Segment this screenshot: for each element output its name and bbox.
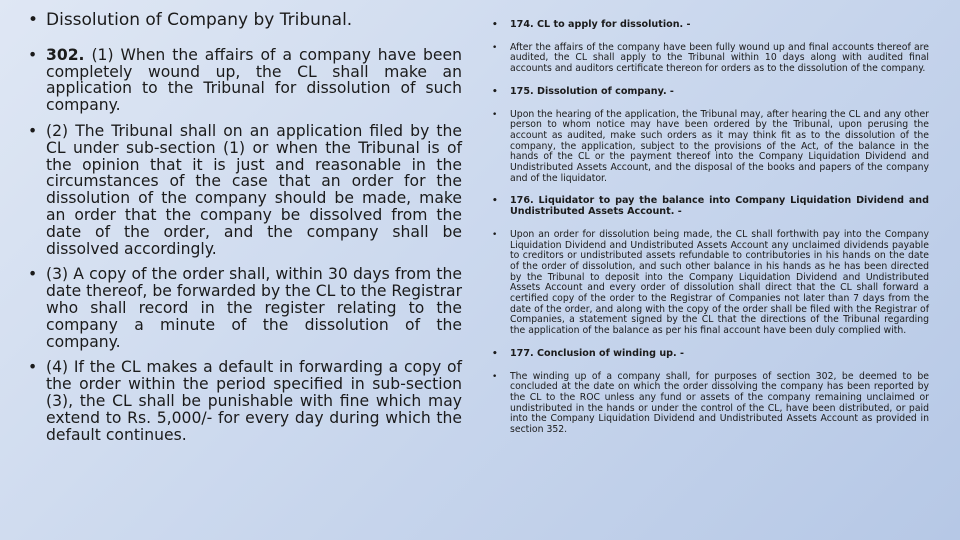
left-column [28, 12, 462, 452]
left-bullet-2: • (2) The Tribunal shall on an application filed by the CL under sub-section (1) or when the Tribunal is of the opinion that it is just and reasonable in the circumstances of the case that an order for the dissolution of the company should be made, make an order that the company be dissolved from the date of the order, and the company shall be dissolved accordingly. [28, 123, 462, 257]
rule-175-heading: • 175. Dissolution of company. - [492, 87, 929, 98]
left-bullet-4: • (4) If the CL makes a default in forwarding a copy of the order within the period specified in sub-section (3), the CL shall be punishable with fine which may extend to Rs. 5,000/- for every day during which the default continues. [28, 359, 462, 443]
rule-174-heading: • 174. CL to apply for dissolution. - [492, 20, 929, 31]
left-bullet-1-text: (1) When the affairs of a company have been completely wound up, the CL shall make an application to the Tribunal for dissolution of such company. [46, 45, 462, 115]
rule-175-body: • Upon the hearing of the application, the Tribunal may, after hearing the CL and any other person to whom notice may have been ordered by the Tribunal, upon perusing the account as audited, make such orders as it may think fit as to the dissolution of the company, the application, subject to the provisions of the Act, of the balance in the hands of the CL or the payment thereof into the Company Liquidation Dividend and Undistributed Assets Account, and the disposal of the books and papers of the company and of the liquidator. [492, 110, 929, 185]
rule-174-body: • After the affairs of the company have been fully wound up and final accounts thereof are audited, the CL shall apply to the Tribunal within 10 days along with audited final accounts and auditors certificate thereon for orders as to the dissolution of the company. [492, 43, 929, 75]
rule-176-body: • Upon an order for dissolution being made, the CL shall forthwith pay into the Company Liquidation Dividend and Undistributed Assets Account any unclaimed dividends payable to creditors or undistributed assets refundable to contributories in his hands on the date of the order of dissolution, and such other balance in his hands as he has been directed by the Tribunal to deposit into the Company Liquidation Dividend and Undistributed Assets Account and every order of dissolution shall direct that the CL shall forward a certified copy of the order to the Registrar of Companies not later than 7 days from the date of the order, and along with the copy of the order shall be filed with the Registrar of Companies, a statement signed by the CL that the directions of the Tribunal regarding the application of the balance as per his final account have been duly complied with. [492, 230, 929, 337]
right-column [492, 20, 929, 448]
slide-title: • Dissolution of Company by Tribunal. [28, 12, 462, 29]
left-bullet-3: • (3) A copy of the order shall, within 30 days from the date thereof, be forwarded by the CL to the Registrar who shall record in the register relating to the company a minute of the dissolution of the company. [28, 266, 462, 350]
left-bullet-1 [28, 47, 462, 114]
rule-177-body: • The winding up of a company shall, for purposes of section 302, be deemed to be concluded at the date on which the order dissolving the company has been reported by the CL to the ROC unless any fund or assets of the company remaining unclaimed or undistributed in the hands or under the control of the CL, have been distributed, or paid into the Company Liquidation Dividend and Undistributed Assets Account as provided in section 352. [492, 372, 929, 436]
section-number: 302. [46, 45, 85, 64]
rule-177-heading: • 177. Conclusion of winding up. - [492, 349, 929, 360]
rule-176-heading: • 176. Liquidator to pay the balance into Company Liquidation Dividend and Undistributed Assets Account. - [492, 196, 929, 217]
left-bullet-list [28, 12, 462, 443]
right-bullet-list [492, 20, 929, 436]
